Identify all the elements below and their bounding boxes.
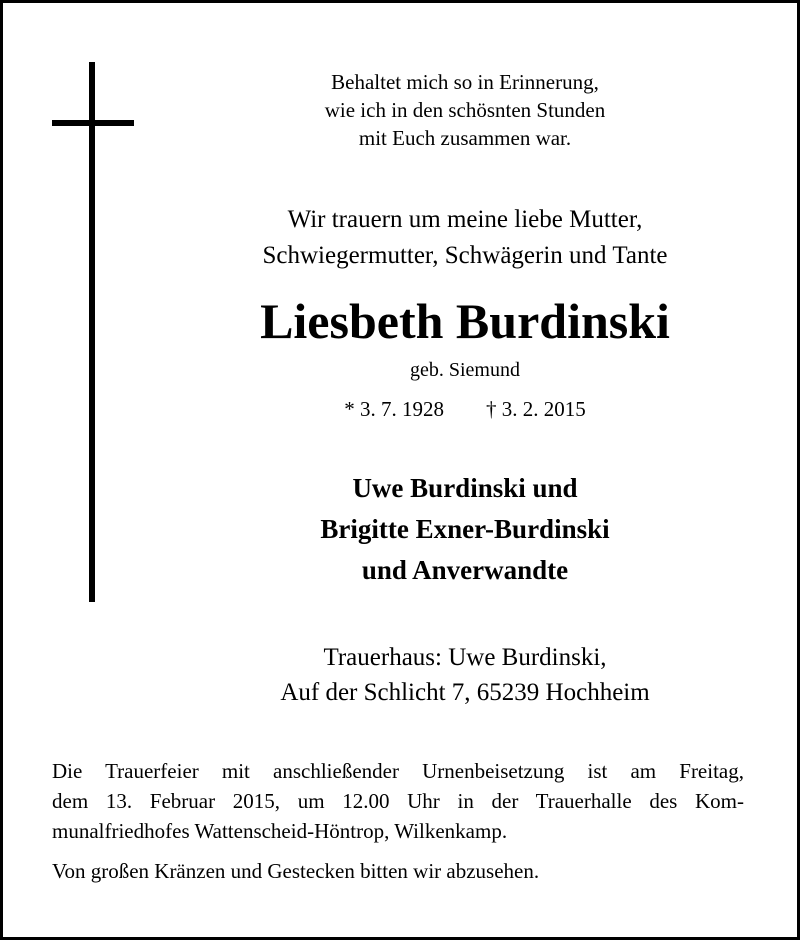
- latin-cross-icon: [52, 62, 134, 602]
- ceremony-line: Die Trauerfeier mit anschließender Urnenbeisetzung ist am Freitag,: [52, 759, 744, 783]
- ceremony-line: dem 13. Februar 2015, um 12.00 Uhr in der Trauerhalle des Kom-: [52, 789, 744, 813]
- cross-vertical-bar: [89, 62, 95, 602]
- deceased-name: Liesbeth Burdinski: [260, 293, 670, 349]
- death-date: † 3. 2. 2015: [486, 397, 586, 421]
- ceremony-details: [52, 756, 744, 846]
- announcement-line: Wir trauern um meine liebe Mutter,: [287, 206, 643, 233]
- maiden-name: geb. Siemund: [410, 359, 520, 381]
- poem-line: mit Euch zusammen war.: [358, 126, 572, 150]
- announcement-line: Schwiegermutter, Schwägerin und Tante: [262, 242, 668, 269]
- mourner-line: Uwe Burdinski und: [352, 473, 578, 503]
- mourner-line: und Anverwandte: [361, 555, 569, 585]
- poem-line: wie ich in den schösnten Stunden: [324, 98, 606, 122]
- birth-date: * 3. 7. 1928: [344, 397, 444, 421]
- mourning-announcement: [165, 202, 765, 274]
- mourner-line: Brigitte Exner-Burdinski: [320, 514, 610, 544]
- poem-line: Behaltet mich so in Erinnerung,: [331, 70, 599, 94]
- address-line: Trauerhaus: Uwe Burdinski,: [323, 644, 607, 671]
- wreaths-note: Von großen Kränzen und Gestecken bitten wir abzusehen.: [52, 859, 540, 883]
- cross-horizontal-bar: [52, 120, 134, 126]
- ceremony-line: munalfriedhofes Wattenscheid-Höntrop, Wilkenkamp.: [52, 819, 508, 843]
- mourners-list: [165, 468, 765, 591]
- address-line: Auf der Schlicht 7, 65239 Hochheim: [280, 679, 650, 706]
- life-dates: [165, 394, 765, 424]
- mourning-house-address: [165, 640, 765, 710]
- poem-verse: [165, 68, 765, 152]
